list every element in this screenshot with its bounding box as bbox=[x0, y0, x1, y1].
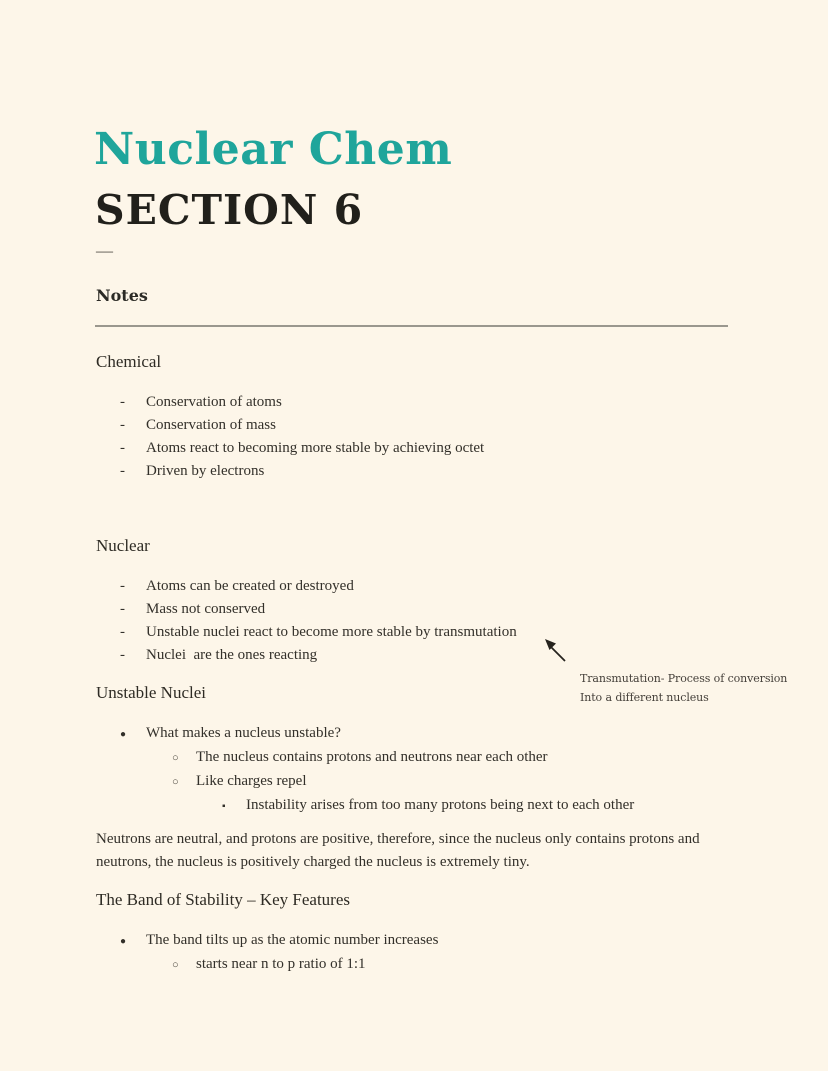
document-subtitle: SECTION 6 bbox=[95, 186, 364, 234]
unstable-nuclei-list bbox=[96, 722, 634, 818]
dash-bullet: - bbox=[120, 601, 125, 617]
square-bullet: ▪ bbox=[222, 801, 226, 812]
list-item: - Nuclei are the ones reacting bbox=[120, 644, 517, 667]
list-item: - Conservation of mass bbox=[120, 414, 484, 437]
circle-bullet: ○ bbox=[172, 959, 179, 971]
dash-bullet: - bbox=[120, 394, 125, 410]
list-item: - Atoms react to becoming more stable by achieving octet bbox=[120, 437, 484, 460]
nuclear-list bbox=[96, 575, 517, 667]
section-heading-band-of-stability: The Band of Stability – Key Features bbox=[96, 890, 351, 909]
circle-bullet: ○ bbox=[172, 776, 179, 788]
section-heading-chemical: Chemical bbox=[96, 352, 162, 371]
list-item: - Conservation of atoms bbox=[120, 391, 484, 414]
margin-annotation bbox=[580, 669, 787, 707]
document-title: Nuclear Chem bbox=[94, 124, 453, 175]
disc-bullet: ● bbox=[120, 936, 127, 947]
section-heading-nuclear: Nuclear bbox=[96, 536, 150, 555]
dash-bullet: - bbox=[120, 624, 125, 640]
list-item: ○ Like charges repel bbox=[172, 770, 634, 794]
dash-bullet: - bbox=[120, 463, 125, 479]
band-of-stability-list bbox=[96, 929, 438, 977]
list-item: ● The band tilts up as the atomic number increases bbox=[120, 929, 438, 953]
list-item: - Unstable nuclei react to become more stable by transmutation bbox=[120, 621, 517, 644]
dash-bullet: - bbox=[120, 578, 125, 594]
title-divider-dash: — bbox=[96, 241, 113, 260]
dash-bullet: - bbox=[120, 417, 125, 433]
dash-bullet: - bbox=[120, 440, 125, 456]
disc-bullet: ● bbox=[120, 729, 127, 740]
notes-heading: Notes bbox=[96, 286, 148, 305]
chemical-list bbox=[96, 391, 484, 483]
list-item: - Atoms can be created or destroyed bbox=[120, 575, 517, 598]
section-heading-unstable-nuclei: Unstable Nuclei bbox=[96, 683, 206, 702]
annotation-line-1: Transmutation- Process of conversion bbox=[580, 672, 788, 685]
list-item: ▪ Instability arises from too many protons being next to each other bbox=[222, 794, 634, 818]
list-item: ● What makes a nucleus unstable? bbox=[120, 722, 634, 746]
list-item: ○ starts near n to p ratio of 1:1 bbox=[172, 953, 438, 977]
horizontal-rule bbox=[95, 325, 728, 327]
dash-bullet: - bbox=[120, 647, 125, 663]
list-item: - Mass not conserved bbox=[120, 598, 517, 621]
list-item: ○ The nucleus contains protons and neutrons near each other bbox=[172, 746, 634, 770]
list-item: - Driven by electrons bbox=[120, 460, 484, 483]
annotation-line-2: Into a different nucleus bbox=[580, 691, 709, 704]
circle-bullet: ○ bbox=[172, 752, 179, 764]
annotation-arrow-icon bbox=[542, 636, 570, 664]
body-paragraph: Neutrons are neutral, and protons are positive, therefore, since the nucleus only contains protons and neutrons, the nucleus is positively charged the nucleus is extremely tiny. bbox=[96, 831, 700, 870]
